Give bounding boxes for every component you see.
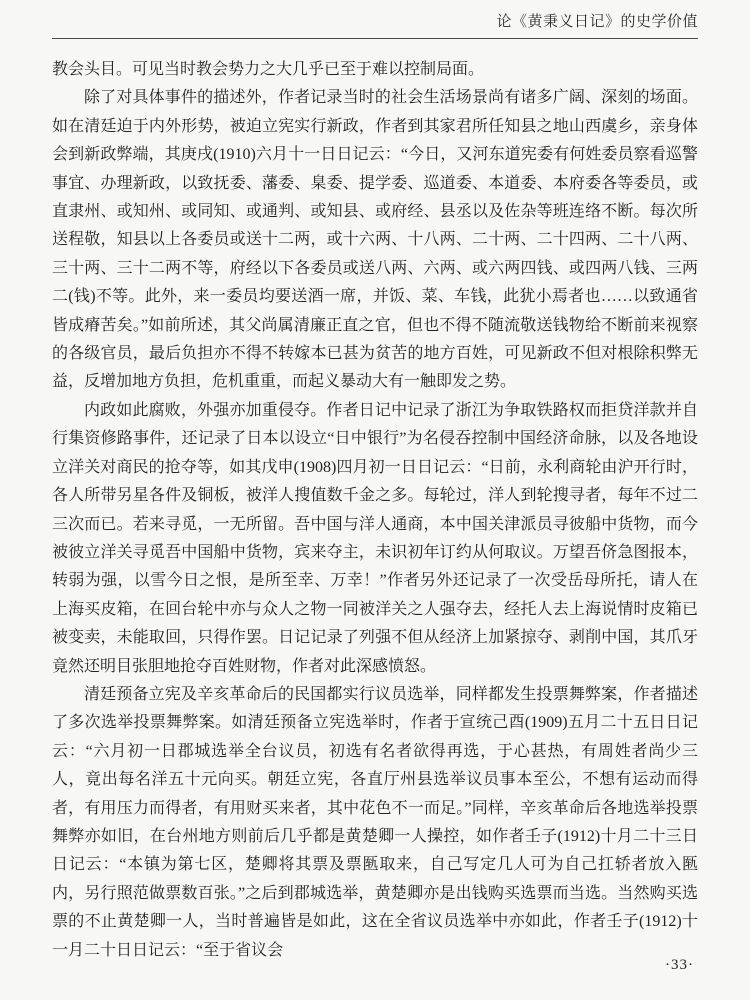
paragraph-social-life: 除了对具体事件的描述外，作者记录当时的社会生活场景尚有诸多广阔、深刻的场面。如在清廷迫于内外形势，被迫立宪实行新政，作者到其家君所任知县之地山西虞乡，亲身体会到新政弊端，其庚戌(1910)六月十一日日记云：“今日，又河东道宪委有何姓委员察看巡警事宜、办理新政，以致抚委、藩委、臬委、提学委、巡道委、本道委、本府委各等委员，或直隶州、或知州、或同知、或通判、或知县、或府经、县丞以及佐杂等班连络不断。每次所送程敬，知县以上各委员或送十二两，或十六两、十八两、二十两、二十四两、二十八两、三十两、三十二两不等，府经以下各委员或送八两、六两、或六两四钱、或四两八钱、三两二(钱)不等。此外，来一委员均要送酒一席，并饭、菜、车钱，此犹小焉者也……以致通省皆成瘠苦矣。”如前所述，其父尚属清廉正直之官，但也不得不随流敬送钱物给不断前来视察的各级官员，最后负担亦不得不转嫁本已甚为贫苦的地方百姓，可见新政不但对根除积弊无益，反增加地方负担，危机重重，而起义暴动大有一触即发之势。 xyxy=(52,89,698,391)
article-body xyxy=(52,56,698,965)
paragraph-continuation: 教会头目。可见当时教会势力之大几乎已至于难以控制局面。 xyxy=(52,61,485,78)
page-footer xyxy=(665,957,694,974)
page-header xyxy=(52,10,698,39)
running-title: 论《黄秉义日记》的史学价值 xyxy=(496,14,698,30)
paragraph-election-fraud: 清廷预备立宪及辛亥革命后的民国都实行议员选举，同样都发生投票舞弊案，作者描述了多次选举投票舞弊案。如清廷预备立宪选举时，作者于宣统己酉(1909)五月二十五日日记云：“六月初一日郡城选举全台议员，初选有名者欲得再选，于心甚热，有周姓者尚少三人，竟出每名洋五十元向买。朝廷立宪，各直厅州县选举议员事本至公，不想有运动而得者，有用压力而得者，有用财买来者，其中花色不一而足。”同样，辛亥革命后各地选举投票舞弊亦如旧，在台州地方则前后几乎都是黄楚卿一人操控，如作者壬子(1912)十月二十三日日记云：“本镇为第七区，楚卿将其票及票匦取来，自己写定几人可为自己扛轿者放入匦内，另行照范做票数百张。”之后到郡城选举，黄楚卿亦是出钱购买选票而当选。当然购买选票的不止黄楚卿一人，当时普遍皆是如此，这在全省议员选举中亦如此，作者壬子(1912)十一月二十日日记云：“至于省议会 xyxy=(52,685,698,959)
paragraph-foreign-encroachment: 内政如此腐败，外强亦加重侵夺。作者日记中记录了浙江为争取铁路权而拒贷洋款并自行集资修路事件，还记录了日本以设立“日中银行”为名侵吞控制中国经济命脉，以及各地设立洋关对商民的抢夺等，如其戊申(1908)四月初一日日记云：“日前，永利商轮由沪开行时，各人所带另星各件及铜板，被洋人搜值数千金之多。每轮过，洋人到轮搜寻者，每年不过二三次而已。若来寻觅，一无所留。吾中国与洋人通商，本中国关津派员寻彼船中货物，而今被彼立洋关寻觅吾中国船中货物，宾来夺主，未识初年订约从何取议。万望吾侪急图报本，转弱为强，以雪今日之恨，是所至幸、万幸！”作者另外还记录了一次受岳母所托，请人在上海买皮箱，在回台轮中亦与众人之物一同被洋关之人强夺去，经托人去上海说情时皮箱已被变卖，未能取回，只得作罢。日记记录了列强不但从经济上加紧掠夺、剥削中国，其爪牙竟然还明目张胆地抢夺百姓财物，作者对此深感愤怒。 xyxy=(52,401,698,675)
page-number: ·33· xyxy=(665,957,694,973)
